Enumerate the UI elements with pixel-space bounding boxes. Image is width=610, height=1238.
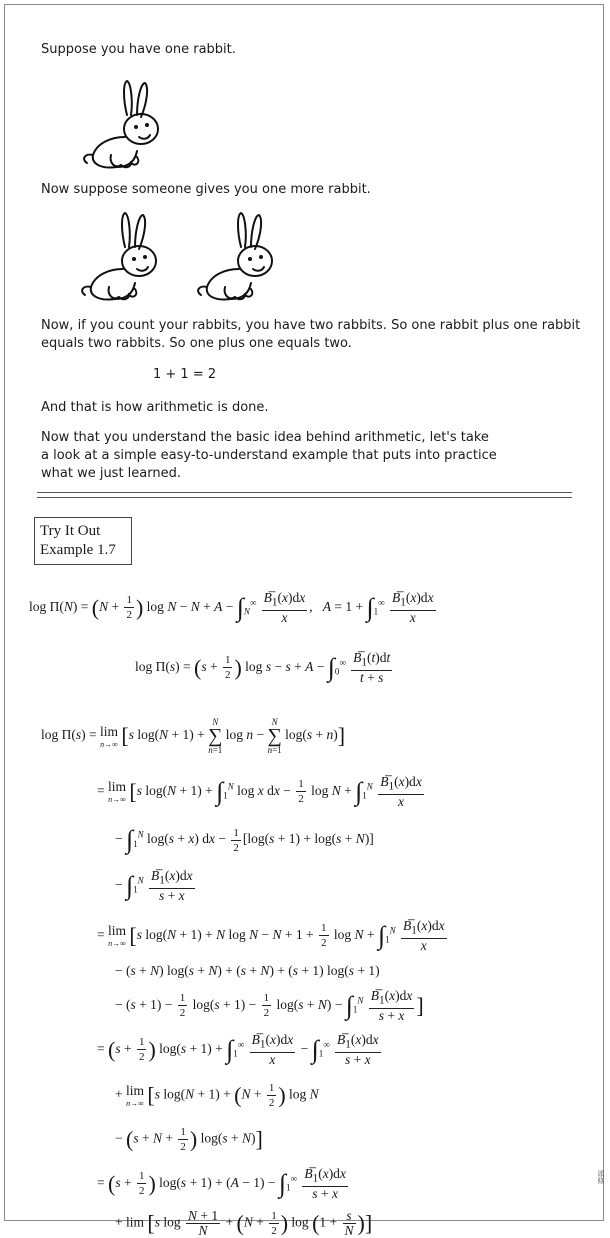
derivation-line-4: − $\int_1^N$ $\frac{B_1(x)dx}{s + x}$: [115, 868, 193, 903]
side-watermark: 頭條: [597, 1170, 605, 1184]
derivation-line-9: + lim n→∞ [s log(N + 1) + (N + $\frac{1}{2}$ ) log N: [115, 1082, 319, 1109]
document-page: [4, 4, 604, 1238]
derivation-line-11: = (s + $\frac{1}{2}$ ) $\log(s + 1) + (A - 1) - \int_1^\infty$ $\frac{B_1(x)dx}{s + x}$: [97, 1166, 346, 1201]
example-box: [34, 517, 132, 565]
equation-one-plus-one: 1 + 1 = 2: [153, 367, 217, 382]
derivation-line-1: log Π(s) = lim n→∞ [s log(N + 1) + N ∑ n=1 log n − N ∑ n=1 log(s + n)]: [41, 717, 346, 755]
intro-line-5a: Now that you understand the basic idea behind arithmetic, let's take: [41, 430, 489, 445]
derivation-line-8: = (s + $\frac{1}{2}$ ) $\log(s + 1) + \int_1^\infty$ $\frac{B_1(x)dx}{x}$ − $\int_1^\infty$ $\frac{B_1(x)dx}{s + x}$: [97, 1032, 379, 1067]
derivation-line-10: − (s + N + $\frac{1}{2}$ ) log(s + N)]: [115, 1126, 263, 1153]
example-box-title: Try It Out: [40, 523, 101, 539]
equation-log-pi-s: log Π(s) = (s + $\frac{1}{2}$ ) $\log s - s + A - \int_0^\infty$ $\frac{B_1(t)dt}{t + s}$: [135, 650, 391, 685]
derivation-line-3: − $\int_1^N$ log(s + x) dx − $\frac{1}{2}$ [log(s + 1) + log(s + N)]: [115, 825, 374, 854]
divider-top: [37, 492, 572, 493]
equation-log-pi-n: log Π(N) = (N + $\frac{1}{2}$ ) $\log N - N + A - \int_N^\infty$ $\frac{B_1(x)dx}{x}$ , $A = 1 + \int_1^\infty$ $\frac{B_1(x)dx}{x}$: [29, 590, 434, 625]
rabbit-icon: [73, 209, 163, 305]
derivation-line-6: − (s + N) log(s + N) + (s + N) + (s + 1) log(s + 1): [115, 963, 380, 978]
intro-line-5c: what we just learned.: [41, 466, 181, 481]
intro-line-5b: a look at a simple easy-to-understand example that puts into practice: [41, 448, 497, 463]
derivation-line-12-partial: + lim [s log $\frac{N + 1}{N}$ + (N + $\frac{1}{2}$ ) log (1 + $\frac{s}{N}$ )]: [115, 1208, 373, 1238]
intro-line-4: And that is how arithmetic is done.: [41, 400, 269, 415]
intro-line-3b: equals two rabbits. So one plus one equals two.: [41, 336, 352, 351]
example-box-number: Example 1.7: [40, 542, 116, 558]
derivation-line-2: = lim n→∞ [s $\log(N + 1) + \int_1^N$ log x dx − $\frac{1}{2}$ $\log N + \int_1^N$ $\frac{B_1(x)dx}{x}$: [97, 774, 422, 809]
derivation-line-5: = lim n→∞ [s log(N + 1) + N log N − N + 1 + $\frac{1}{2}$ $\log N + \int_1^N$ $\frac{B_1(x)dx}{x}$: [97, 918, 445, 953]
rabbit-icon: [75, 77, 165, 173]
divider-bottom: [37, 497, 572, 498]
intro-line-2: Now suppose someone gives you one more rabbit.: [41, 182, 371, 197]
intro-line-1: Suppose you have one rabbit.: [41, 42, 236, 57]
derivation-line-7: − (s + 1) − $\frac{1}{2}$ log(s + 1) − $\frac{1}{2}$ $\log(s + N) - \int_1^N$ $\frac{B_1(x)dx}{s + x}$ ]: [115, 988, 424, 1023]
rabbit-icon: [189, 209, 279, 305]
intro-line-3a: Now, if you count your rabbits, you have two rabbits. So one rabbit plus one rabbit: [41, 318, 581, 333]
